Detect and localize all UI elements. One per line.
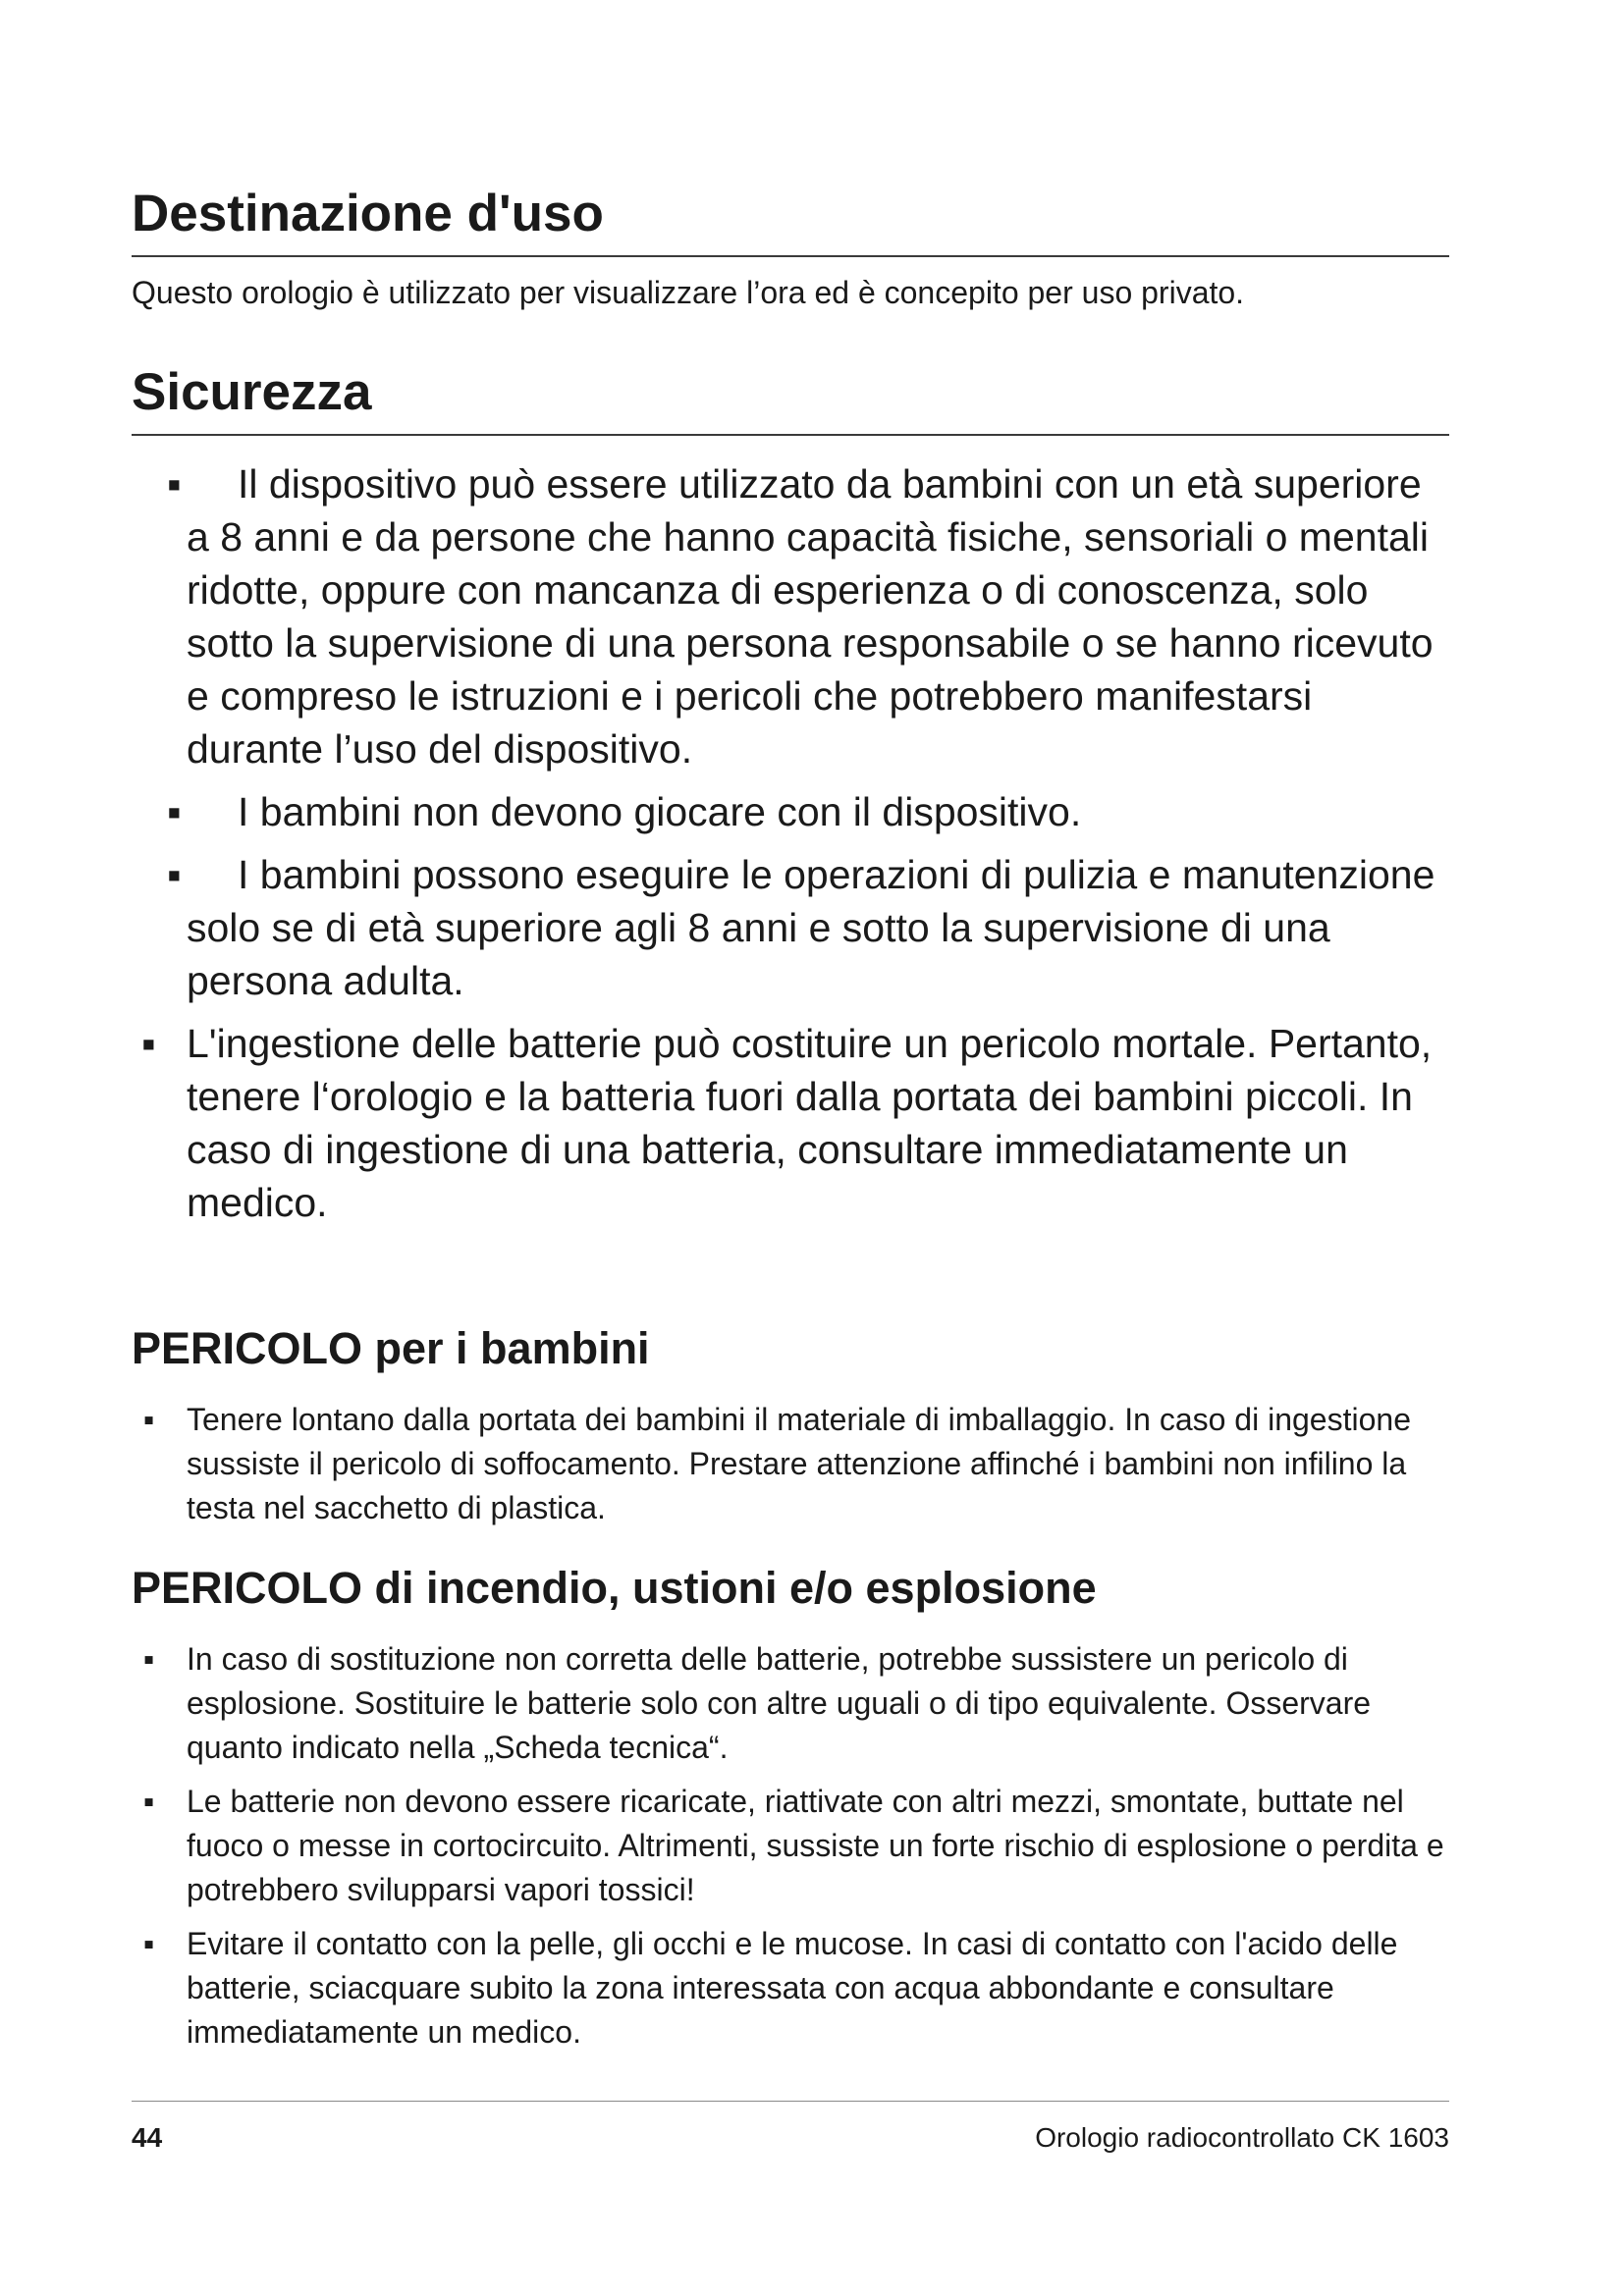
list-item [132,1780,1449,1912]
list-item-text: Il dispositivo può essere utilizzato da bambini con un età superiore a 8 anni e da persone che hanno capacità fisiche, sensoriali o mentali ridotte, oppure con mancanza di esperienza o di conoscenza, solo sotto la supervisione di una persona responsabile o se hanno ricevuto e compreso le istruzioni e i pericoli che potrebbero manifestarsi durante l’uso del dispositivo. [187,461,1434,772]
bullet-icon: ▪ [167,852,182,897]
list-item-text: Le batterie non devono essere ricaricate, riattivate con altri mezzi, smontate, buttate nel fuoco o messe in cortocircuito. Altrimenti, sussiste un forte rischio di esplosione o perdita e potrebbero svilupparsi vapori tossici! [187,1784,1444,1907]
section-divider [132,434,1449,436]
bullet-icon: ▪ [141,1021,156,1066]
destinazione-text: Questo orologio è utilizzato per visualizzare l’ora ed è concepito per uso privato. [132,275,1245,310]
list-item [132,1017,1457,1229]
page-number: 44 [132,2122,163,2153]
section-title-pericolo-incendio: PERICOLO di incendio, ustioni e/o esplosione [132,1563,1097,1613]
list-item [132,785,1457,838]
list-item-text: I bambini possono eseguire le operazioni di pulizia e manutenzione solo se di età superiore agli 8 anni e sotto la supervisione di una persona adulta. [187,852,1435,1003]
pericolo-bambini-list [132,1398,1449,1540]
bullet-icon: ▪ [167,461,182,507]
list-item [132,457,1457,775]
list-item-text: Tenere lontano dalla portata dei bambini il materiale di imballaggio. In caso di ingestione sussiste il pericolo di soffocamento. Prestare attenzione affinché i bambini non infilino la testa nel sacchetto di plastica. [187,1402,1411,1525]
bullet-icon: ▪ [143,1641,155,1677]
section-divider [132,255,1449,257]
section-title-destinazione: Destinazione d'uso [132,185,604,242]
list-item-text: In caso di sostituzione non corretta delle batterie, potrebbe sussistere un pericolo di esplosione. Sostituire le batterie solo con altre uguali o di tipo equivalente. Osservare quanto indicato nella „Scheda tecnica“. [187,1641,1372,1765]
list-item [132,1398,1449,1530]
list-item [132,1637,1449,1770]
document-title: Orologio radiocontrollato CK 1603 [1035,2122,1449,2153]
list-item [132,848,1457,1007]
section-title-pericolo-bambini: PERICOLO per i bambini [132,1323,650,1373]
bullet-icon: ▪ [143,1784,155,1819]
bullet-icon: ▪ [167,789,182,834]
bullet-icon: ▪ [143,1926,155,1961]
bullet-icon: ▪ [143,1402,155,1437]
section-title-sicurezza: Sicurezza [132,363,372,421]
footer-divider [132,2101,1449,2102]
pericolo-incendio-list [132,1637,1449,2064]
list-item-text: L'ingestione delle batterie può costituire un pericolo mortale. Pertanto, tenere l‘orologio e la batteria fuori dalla portata dei bambini piccoli. In caso di ingestione di una batteria, consultare immediatamente un medico. [187,1021,1433,1225]
list-item [132,1922,1449,2055]
sicurezza-list [132,457,1457,1229]
list-item-text: I bambini non devono giocare con il dispositivo. [238,789,1082,834]
list-item-text: Evitare il contatto con la pelle, gli occhi e le mucose. In casi di contatto con l'acido delle batterie, sciacquare subito la zona interessata con acqua abbondante e consultare immediatamente un medico. [187,1926,1398,2050]
